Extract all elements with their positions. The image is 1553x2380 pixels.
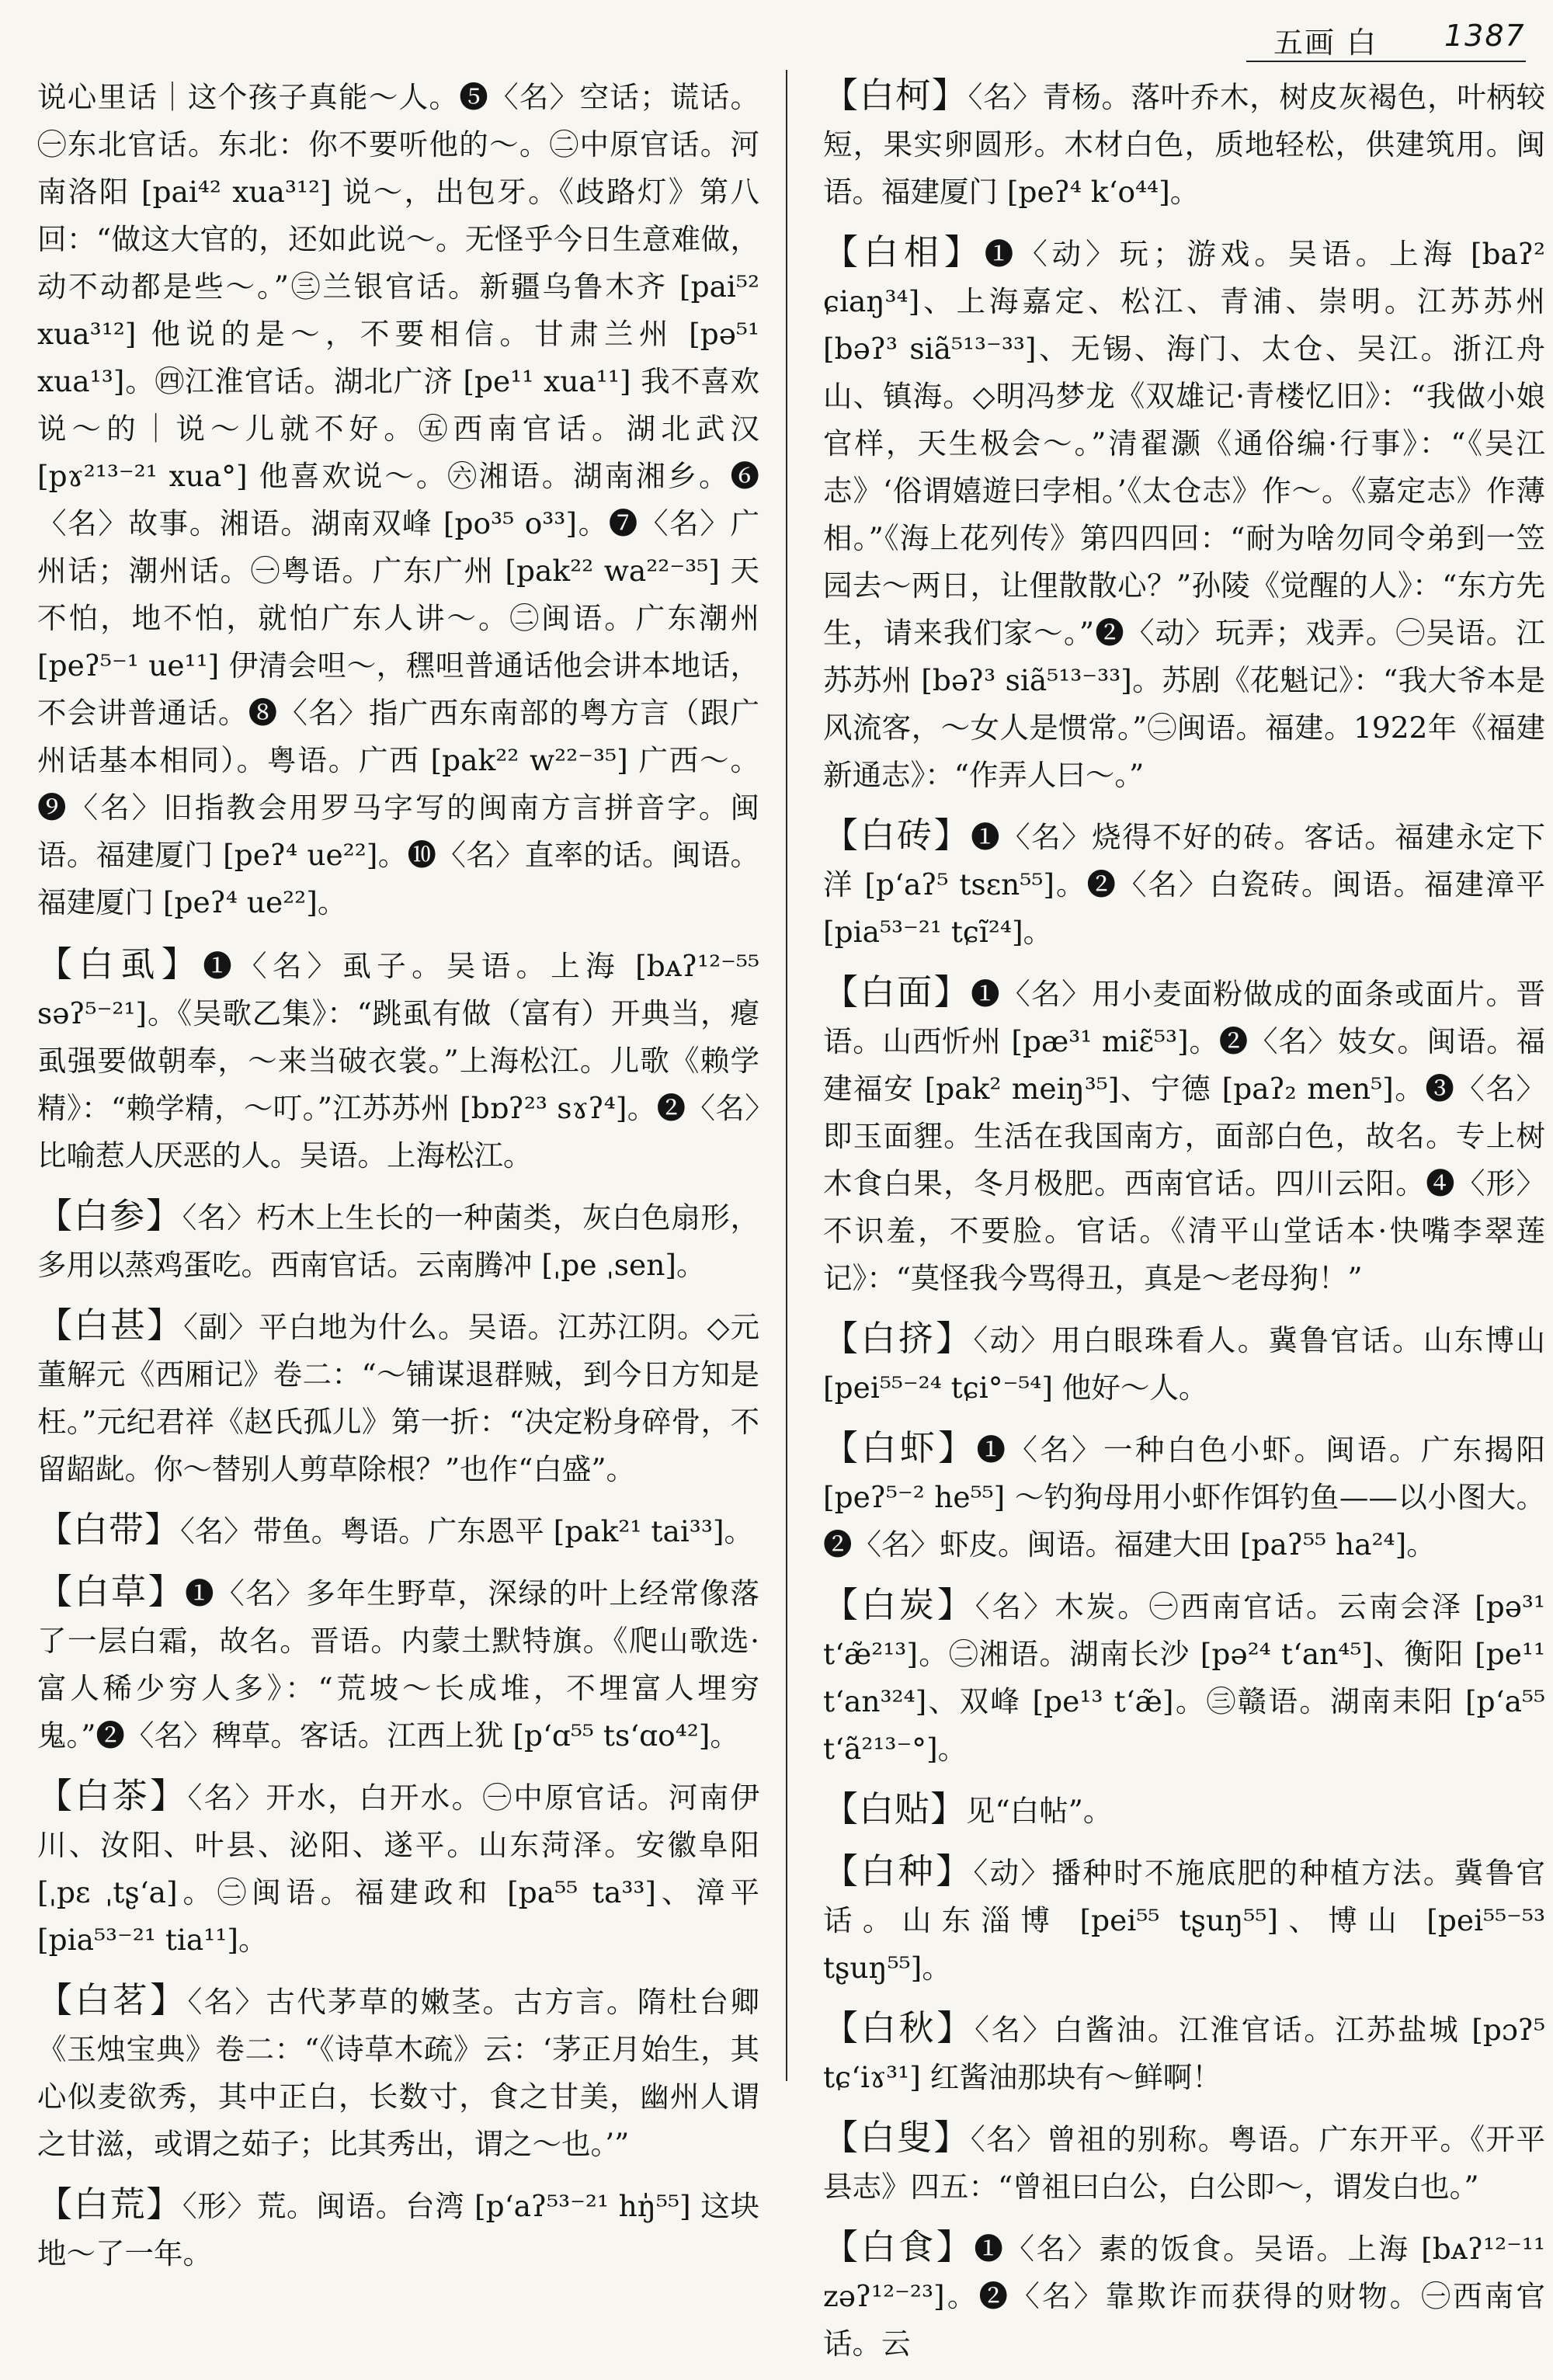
header-rule (1246, 61, 1526, 62)
entry-text: ❶〈名〉素的饭食。吴语。上海 [bᴀʔ¹²⁻¹¹ zəʔ¹²⁻²³]。❷〈名〉靠欺诈而获得的财物。㊀西南官话。云 (823, 2232, 1545, 2361)
entry-headword: 【白草】 (37, 1571, 186, 1612)
entry-text: 〈动〉播种时不施底肥的种植方法。冀鲁官话。山东淄博 [pei⁵⁵ tʂuŋ⁵⁵]、博山 [pei⁵⁵⁻⁵³ tʂuŋ⁵⁵]。 (823, 1856, 1545, 1985)
entry-headword: 【白挤】 (823, 1318, 974, 1359)
entry-headword: 【白食】 (823, 2226, 975, 2267)
entry-text: ❶〈名〉烧得不好的砖。客话。福建永定下洋 [pʻaʔ⁵ tsɛn⁵⁵]。❷〈名〉白瓷砖。闽语。福建漳平 [pia⁵³⁻²¹ tɕĩ²⁴]。 (823, 820, 1545, 949)
entry-text: 〈形〉荒。闽语。台湾 [pʻaʔ⁵³⁻²¹ hŋ̍⁵⁵] 这块地～了一年。 (37, 2189, 759, 2271)
dictionary-entry (823, 1315, 1545, 1412)
entry-headword: 【白带】 (37, 1509, 181, 1550)
entry-headword: 【白炭】 (823, 1584, 975, 1625)
entry-headword: 【白贴】 (823, 1788, 967, 1829)
entry-text: ❶〈名〉虱子。吴语。上海 [bᴀʔ¹²⁻⁵⁵ səʔ⁵⁻²¹]。《吴歌乙集》：“跳虱有做（富有）开典当，瘪虱强要做朝奉，～来当破衣裳。”上海松江。儿歌《赖学精》：“赖学精，～叮。”江苏苏州 [bɒʔ²³ sɤʔ⁴]。❷〈名〉比喻惹人厌恶的人。吴语。上海松江。 (37, 949, 759, 1173)
entry-text: ❶〈名〉用小麦面粉做成的面条或面片。晋语。山西忻州 [pæ³¹ miɛ̃⁵³]。❷〈名〉妓女。闽语。福建福安 [pak² meiŋ³⁵]、宁德 [paʔ₂ men⁵]。❸〈名〉即玉面貍。生活在我国南方，面部白色，故名。专上树木食白果，冬月极肥。西南官话。四川云阳。❹〈形〉不识羞，不要脸。官话。《清平山堂话本·快嘴李翠莲记》：“莫怪我今骂得丑，真是～老母狗！” (823, 977, 1545, 1295)
entry-text: 〈名〉朽木上生长的一种菌类，灰白色扇形，多用以蒸鸡蛋吃。西南官话。云南腾冲 [ˌpe ˌsen]。 (37, 1200, 759, 1282)
dictionary-entry (823, 1424, 1545, 1569)
entry-text: ❶〈名〉多年生野草，深绿的叶上经常像落了一层白霜，故名。晋语。内蒙土默特旗。《爬山歌选·富人稀少穷人多》：“荒坡～长成堆，不埋富人埋穷鬼。”❷〈名〉稗草。客话。江西上犹 [pʻɑ⁵⁵ tsʻɑo⁴²]。 (37, 1576, 759, 1753)
dictionary-entry (37, 940, 759, 1180)
dictionary-entry (823, 2114, 1545, 2211)
entry-text: 说心里话｜这个孩子真能～人。❺〈名〉空话；谎话。㊀东北官话。东北：你不要听他的～。㊁中原官话。河南洛阳 [pai⁴² xua³¹²] 说～，出包牙。《歧路灯》第八回：“做这大官的，还如此说～。无怪乎今日生意难做，动不动都是些～。”㊂兰银官话。新疆乌鲁木齐 [pai⁵² xua³¹²] 他说的是～，不要相信。甘肃兰州 [pə⁵¹ xua¹³]。㊃江淮官话。湖北广济 [pe¹¹ xua¹¹] 我不喜欢说～的｜说～儿就不好。㊄西南官话。湖北武汉 [pɤ²¹³⁻²¹ xua°] 他喜欢说～。㊅湘语。湖南湘乡。❻〈名〉故事。湘语。湖南双峰 [po³⁵ o³³]。❼〈名〉广州话；潮州话。㊀粤语。广东广州 [pak²² wa²²⁻³⁵] 天不怕，地不怕，就怕广东人讲～。㊁闽语。广东潮州 [peʔ⁵⁻¹ ue¹¹] 伊清会呾～，䆀呾普通话他会讲本地话，不会讲普通话。❽〈名〉指广西东南部的粤方言（跟广州话基本相同）。粤语。广西 [pak²² w²²⁻³⁵] 广西～。❾〈名〉旧指教会用罗马字写的闽南方言拼音字。闽语。福建厦门 [peʔ⁴ ue²²]。❿〈名〉直率的话。闽语。福建厦门 [peʔ⁴ ue²²]。 (37, 80, 759, 919)
entry-text: 〈名〉曾祖的别称。粤语。广东开平。《开平县志》四五：“曾祖曰白公，白公即～，谓发白也。” (823, 2122, 1545, 2204)
entry-headword: 【白茶】 (37, 1775, 188, 1816)
dictionary-entry (823, 1785, 1545, 1835)
page-header (1250, 14, 1545, 61)
entry-headword: 【白叟】 (823, 2117, 971, 2158)
entry-text: ❶〈名〉一种白色小虾。闽语。广东揭阳 [peʔ⁵⁻² he⁵⁵] ～钓狗母用小虾作饵钓鱼——以小图大。❷〈名〉虾皮。闽语。福建大田 [paʔ⁵⁵ ha²⁴]。 (823, 1433, 1545, 1562)
entry-text: 〈名〉开水，白开水。㊀中原官话。河南伊川、汝阳、叶县、泌阳、遂平。山东菏泽。安徽阜阳 [ˌpɛ ˌtʂʻa]。㊁闽语。福建政和 [pa⁵⁵ ta³³]、漳平 [pia⁵³⁻²¹ tia¹¹]。 (37, 1781, 759, 1957)
entry-text: 〈名〉木炭。㊀西南官话。云南会泽 [pə³¹ tʻæ̃²¹³]。㊁湘语。湖南长沙 [pə²⁴ tʻan⁴⁵]、衡阳 [pe¹¹ tʻan³²⁴]、双峰 [pe¹³ tʻæ̃]。㊂赣语。湖南耒阳 [pʻa⁵⁵ tʻã²¹³⁻°]。 (823, 1590, 1545, 1766)
entry-headword: 【白虾】 (823, 1427, 977, 1468)
entry-text: 〈名〉青杨。落叶乔木，树皮灰褐色，叶柄较短，果实卵圆形。木材白色，质地轻松，供建筑用。闽语。福建厦门 [peʔ⁴ kʻo⁴⁴]。 (823, 80, 1545, 209)
dictionary-entry (37, 1568, 759, 1760)
entry-headword: 【白相】 (823, 231, 985, 273)
entry-headword: 【白虱】 (37, 943, 203, 985)
dictionary-entry (823, 2004, 1545, 2101)
dictionary-entry (823, 2223, 1545, 2368)
dictionary-entry (37, 2180, 759, 2278)
dictionary-entry (37, 1772, 759, 1964)
entry-headword: 【白砖】 (823, 815, 971, 856)
dictionary-entry (823, 968, 1545, 1302)
dictionary-entry (823, 71, 1545, 216)
entry-headword: 【白荒】 (37, 2184, 182, 2225)
entry-text: 〈名〉带鱼。粤语。广东恩平 [pak²¹ tai³³]。 (180, 1514, 754, 1548)
entry-headword: 【白参】 (37, 1195, 182, 1236)
dictionary-entry (37, 1192, 759, 1289)
dictionary-entry (823, 1847, 1545, 1992)
right-column (823, 71, 1545, 2380)
entry-headword: 【白茗】 (37, 1979, 188, 2020)
entry-headword: 【白种】 (823, 1850, 974, 1892)
entry-text: 见“白帖”。 (966, 1794, 1113, 1828)
entry-headword: 【白秋】 (823, 2007, 975, 2048)
entry-headword: 【白柯】 (823, 75, 968, 116)
section-title: 五画 白 (1273, 26, 1378, 60)
entry-text: 〈动〉用白眼珠看人。冀鲁官话。山东博山 [pei⁵⁵⁻²⁴ tɕi°⁻⁵⁴] 他好～人。 (823, 1323, 1545, 1405)
page-number: 1387 (1444, 19, 1526, 53)
column-divider (786, 70, 787, 2081)
dictionary-entry (823, 1581, 1545, 1773)
entry-headword: 【白甚】 (37, 1305, 184, 1346)
dictionary-entry (37, 71, 759, 926)
entry-headword: 【白面】 (823, 971, 971, 1013)
entry-text: ❶〈动〉玩；游戏。吴语。上海 [baʔ² ɕiaŋ³⁴]、上海嘉定、松江、青浦、崇明。江苏苏州 [bəʔ³ siã⁵¹³⁻³³]、无锡、海门、太仓、吴江。浙江舟山、镇海。◇明冯梦龙《双雄记·青楼忆旧》：“我做小娘官样，天生极会～。”清翟灏《通俗编·行事》：“《吴江志》‘俗谓嬉遊曰孛相。’《太仓志》作～。《嘉定志》作薄相。”《海上花列传》第四四回：“耐为啥勿同令弟到一笠园去～两日，让俚散散心？”孙陵《觉醒的人》：“东方先生，请来我们家～。”❷〈动〉玩弄；戏弄。㊀吴语。江苏苏州 [bəʔ³ siã⁵¹³⁻³³]。苏剧《花魁记》：“我大爷本是风流客，～女人是惯常。”㊁闽语。福建。1922年《福建新通志》：“作弄人曰～。” (823, 237, 1545, 792)
entry-text: 〈名〉古代茅草的嫩茎。古方言。隋杜台卿《玉烛宝典》卷二：“《诗草木疏》云：‘茅正月始生，其心似麦欲秀，其中正白，长数寸，食之甘美，幽州人谓之甘滋，或谓之茹子；比其秀出，谓之～也。’” (37, 1985, 759, 2161)
dictionary-entry (37, 1506, 759, 1555)
dictionary-entry (37, 1976, 759, 2168)
left-column (37, 71, 759, 2290)
dictionary-entry (37, 1301, 759, 1493)
dictionary-entry (823, 811, 1545, 956)
entry-text: 〈副〉平白地为什么。吴语。江苏江阴。◇元董解元《西厢记》卷二：“～铺谋退群贼，到今日方知是枉。”元纪君祥《赵氏孤儿》第一折：“决定粉身碎骨，不留龆龀。你～替别人剪草除根？”也作“白盛”。 (37, 1310, 759, 1486)
entry-text: 〈名〉白酱油。江淮官话。江苏盐城 [pɔʔ⁵ tɕʻiɤ³¹] 红酱油那块有～鲜啊！ (823, 2013, 1545, 2094)
dictionary-entry (823, 228, 1545, 799)
